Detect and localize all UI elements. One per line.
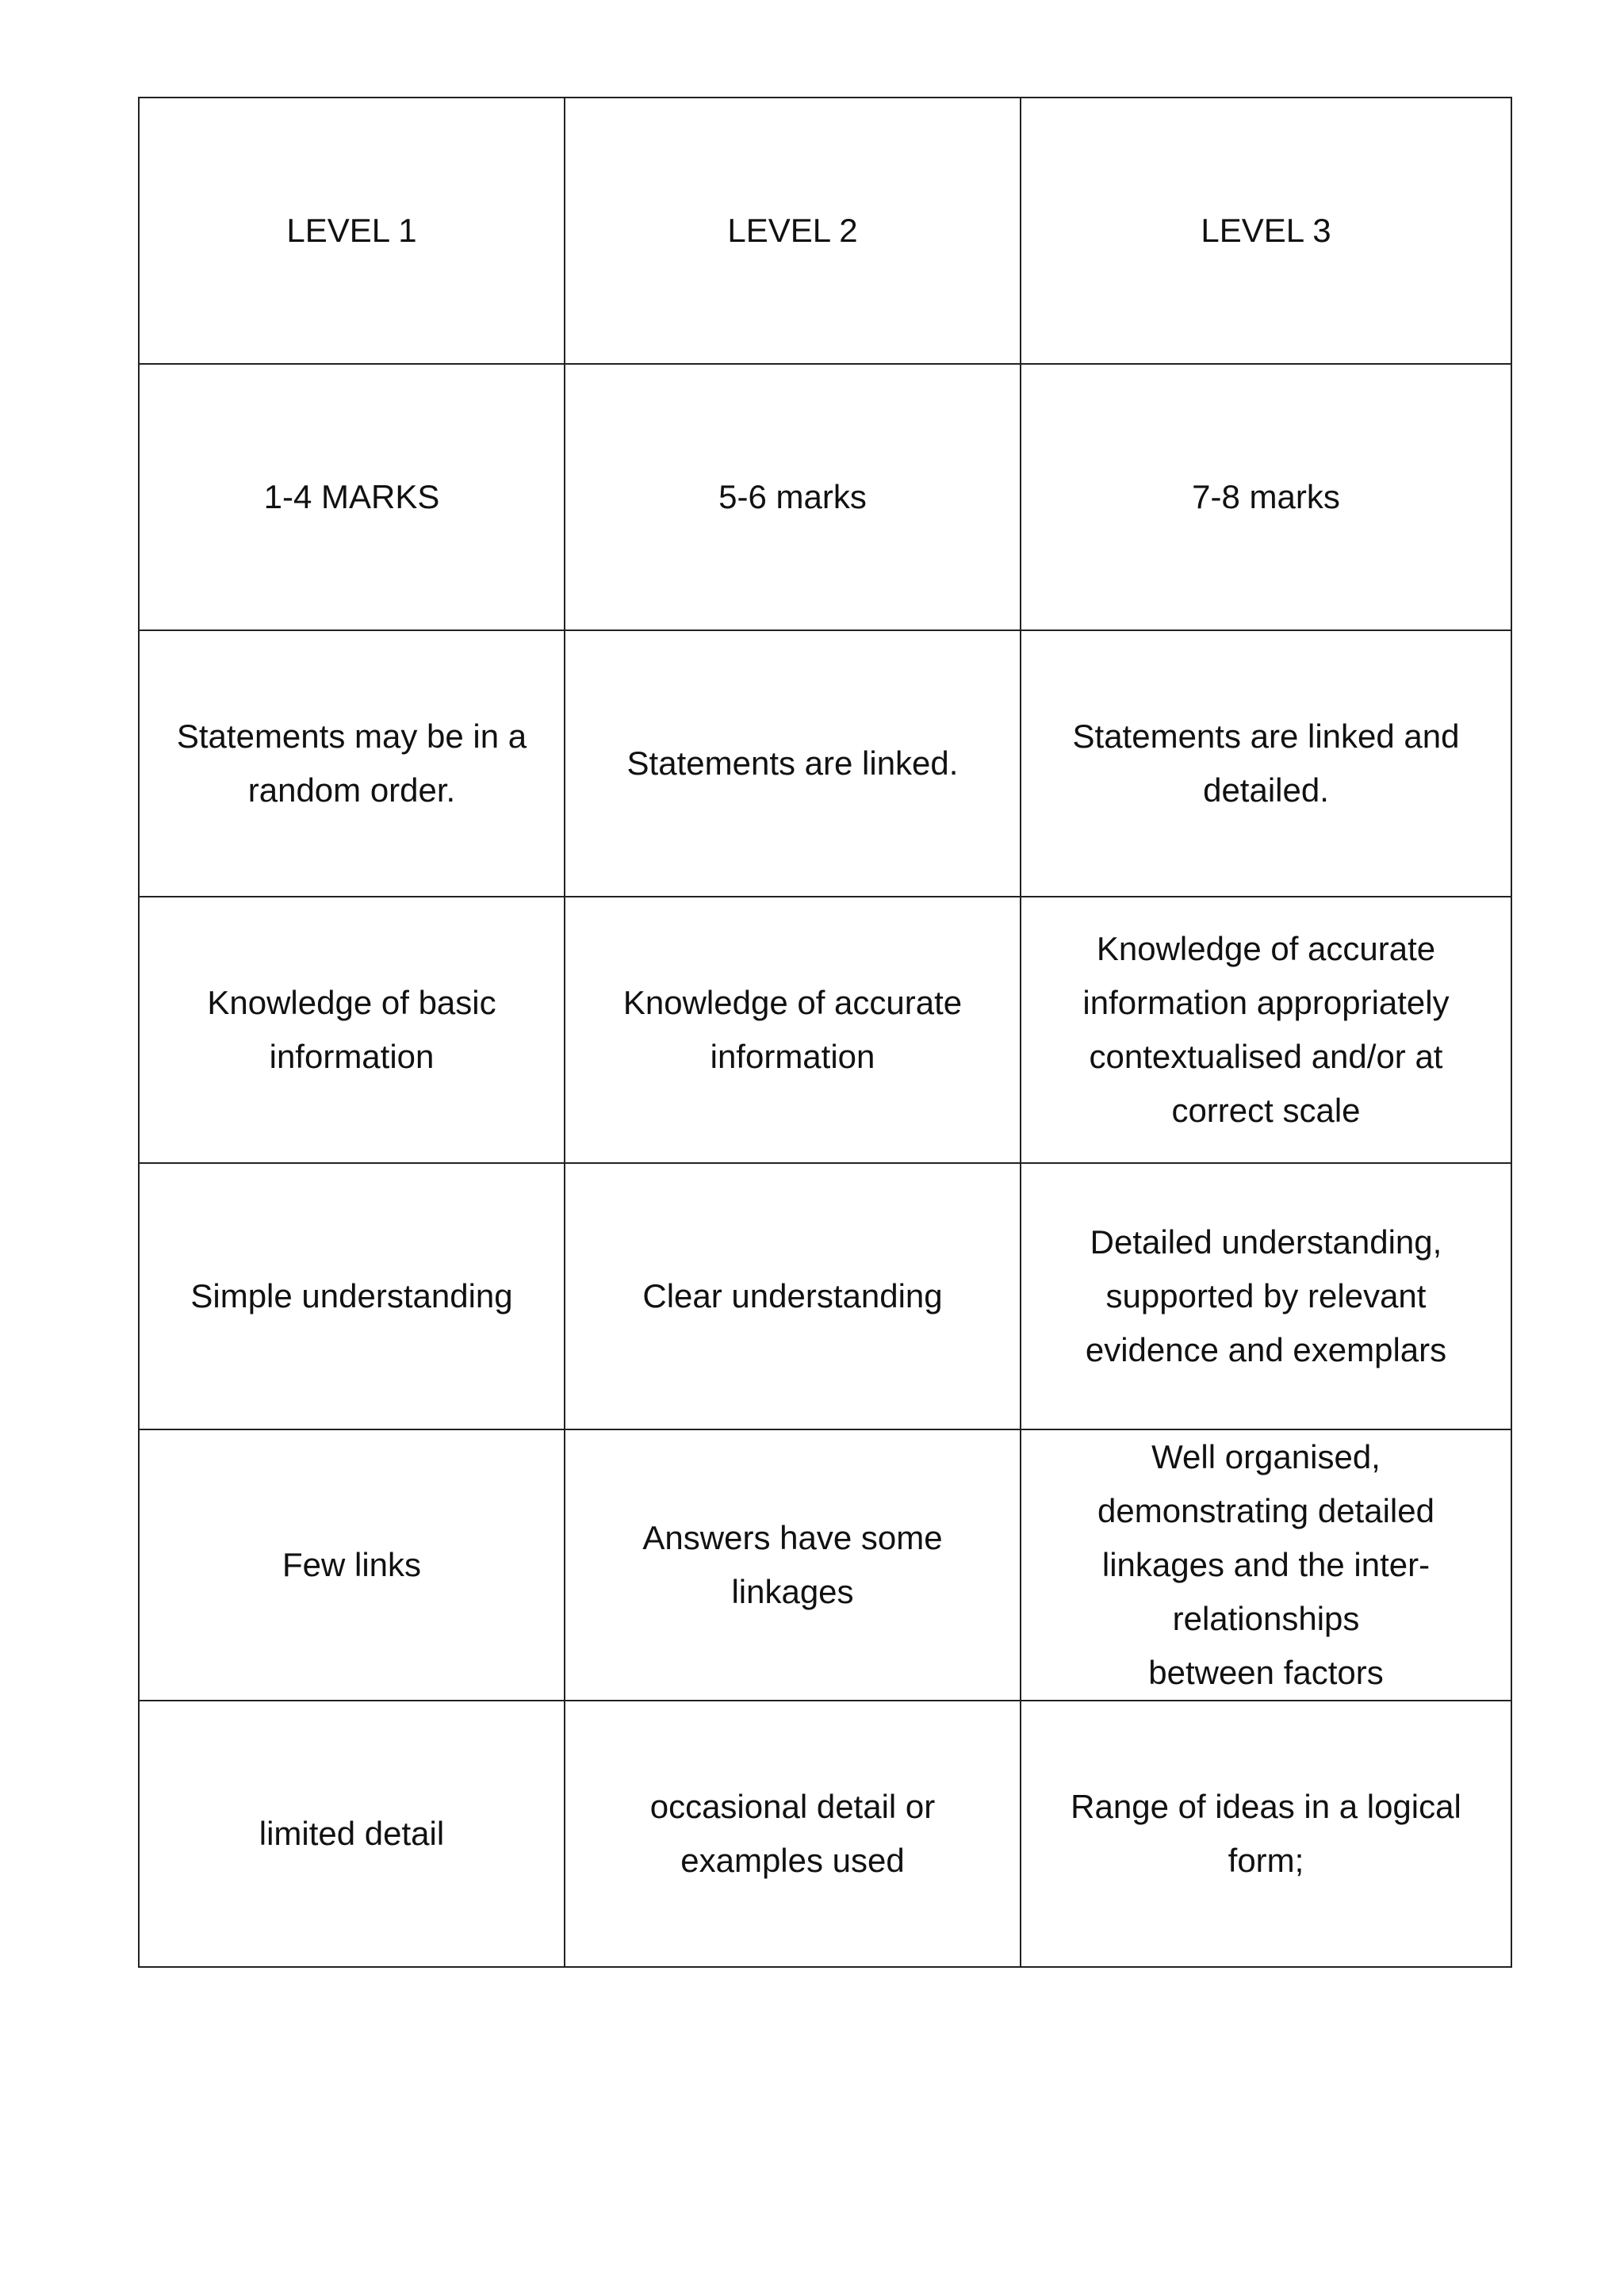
table-row-levels	[139, 98, 1511, 364]
table-cell: Detailed understanding, supported by relevant evidence and exemplars	[1021, 1163, 1511, 1429]
table-row-detail	[139, 1701, 1511, 1967]
table-cell: Simple understanding	[139, 1163, 565, 1429]
table-cell: Answers have some linkages	[565, 1429, 1021, 1701]
table-row-understanding	[139, 1163, 1511, 1429]
table-cell: 5-6 marks	[565, 364, 1021, 630]
table-cell: Well organised, demonstrating detailed linkages and the inter- relationships between factors	[1021, 1429, 1511, 1701]
table-cell: Knowledge of accurate information appropriately contextualised and/or at correct scale	[1021, 897, 1511, 1163]
table-cell: LEVEL 1	[139, 98, 565, 364]
marking-rubric-table	[138, 97, 1512, 1968]
table-cell: Range of ideas in a logical form;	[1021, 1701, 1511, 1967]
table-cell: LEVEL 3	[1021, 98, 1511, 364]
table-cell: Knowledge of accurate information	[565, 897, 1021, 1163]
table-row-knowledge	[139, 897, 1511, 1163]
table-cell: Statements are linked.	[565, 630, 1021, 897]
table-cell: 7-8 marks	[1021, 364, 1511, 630]
table-cell: LEVEL 2	[565, 98, 1021, 364]
table-row-links	[139, 1429, 1511, 1701]
table-cell: Statements are linked and detailed.	[1021, 630, 1511, 897]
table-cell: Few links	[139, 1429, 565, 1701]
table-row-marks	[139, 364, 1511, 630]
table-cell: Knowledge of basic information	[139, 897, 565, 1163]
table-row-statements	[139, 630, 1511, 897]
table-cell: limited detail	[139, 1701, 565, 1967]
table-cell: Statements may be in a random order.	[139, 630, 565, 897]
table-cell: occasional detail or examples used	[565, 1701, 1021, 1967]
table-cell: 1-4 MARKS	[139, 364, 565, 630]
table-cell: Clear understanding	[565, 1163, 1021, 1429]
